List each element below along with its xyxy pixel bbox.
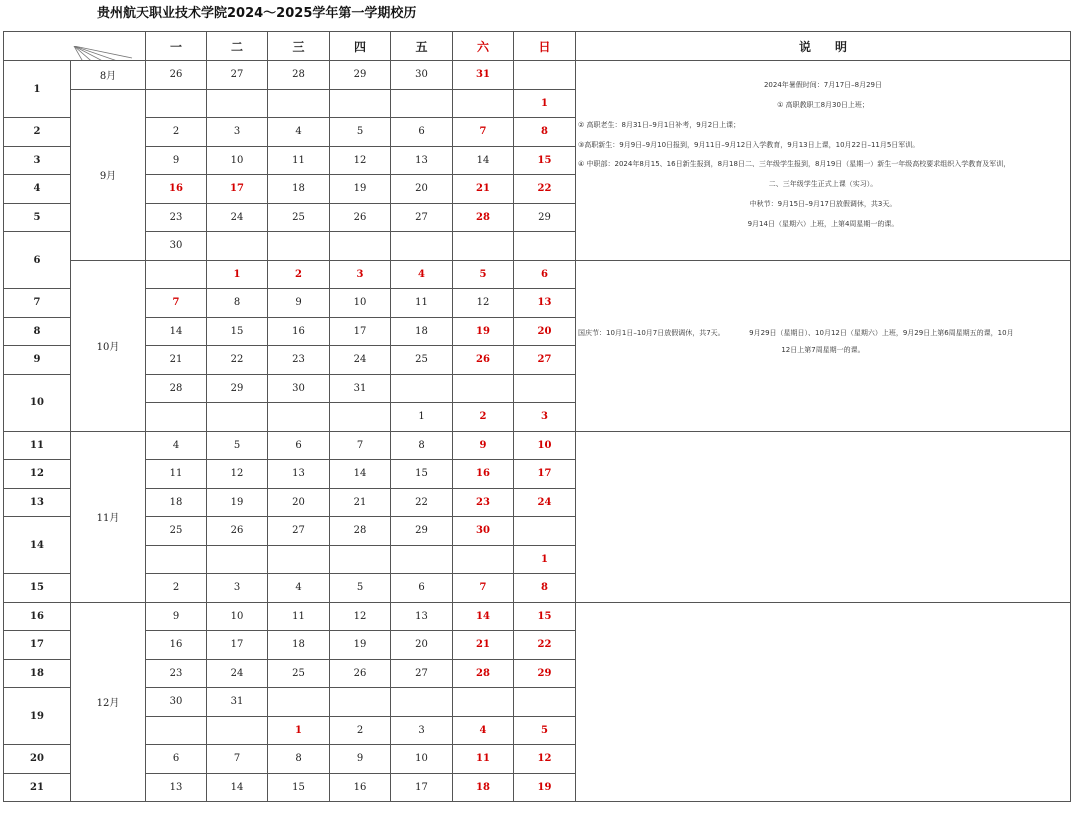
week-number: 10 (4, 374, 71, 431)
day-cell: 25 (146, 517, 207, 546)
day-cell: 20 (391, 175, 453, 204)
note-line: 9月14日（星期六）上班，上第4周星期一的课。 (747, 219, 899, 228)
day-cell: 6 (391, 574, 453, 603)
day-cell: 17 (207, 175, 268, 204)
day-cell (514, 374, 576, 403)
week-number: 1 (4, 61, 71, 118)
day-cell: 10 (330, 289, 391, 318)
day-cell (453, 374, 514, 403)
day-cell: 1 (514, 545, 576, 574)
day-cell: 25 (268, 659, 330, 688)
day-cell: 16 (268, 317, 330, 346)
day-cell: 24 (330, 346, 391, 375)
day-cell: 14 (330, 460, 391, 489)
day-cell: 10 (207, 146, 268, 175)
day-cell: 4 (453, 716, 514, 745)
day-cell: 19 (453, 317, 514, 346)
day-cell: 1 (391, 403, 453, 432)
day-cell: 18 (268, 175, 330, 204)
day-cell: 13 (514, 289, 576, 318)
day-cell (514, 688, 576, 717)
day-cell: 5 (453, 260, 514, 289)
day-cell: 9 (453, 431, 514, 460)
month-label: 10月 (71, 260, 146, 431)
week-number: 18 (4, 659, 71, 688)
note-line: 2024年暑假时间：7月17日–8月29日 (763, 81, 883, 90)
day-cell (207, 232, 268, 261)
day-cell: 9 (146, 602, 207, 631)
month-label: 11月 (71, 431, 146, 602)
day-cell: 12 (514, 745, 576, 774)
day-cell: 2 (330, 716, 391, 745)
day-cell: 27 (207, 61, 268, 90)
weekday-header: 六 (453, 32, 514, 61)
day-cell: 30 (453, 517, 514, 546)
day-cell (268, 545, 330, 574)
week-number: 19 (4, 688, 71, 745)
day-cell: 17 (207, 631, 268, 660)
school-calendar-table (3, 31, 1071, 802)
day-cell: 26 (207, 517, 268, 546)
day-cell: 23 (453, 488, 514, 517)
day-cell: 15 (514, 146, 576, 175)
day-cell: 10 (391, 745, 453, 774)
day-cell: 23 (268, 346, 330, 375)
day-cell: 18 (268, 631, 330, 660)
day-cell: 30 (391, 61, 453, 90)
page-title: 贵州航天职业技术学院2024～2025学年第一学期校历 (97, 6, 417, 21)
weekday-header: 五 (391, 32, 453, 61)
week-number: 9 (4, 346, 71, 375)
notes-cell-oct (576, 260, 1071, 431)
week-number: 20 (4, 745, 71, 774)
day-cell: 3 (207, 574, 268, 603)
day-cell: 24 (207, 659, 268, 688)
header-row (4, 32, 1071, 61)
weekday-header: 二 (207, 32, 268, 61)
day-cell: 29 (330, 61, 391, 90)
note-line: 国庆节：10月1日–10月7日放假调休，共7天。 9月29日（星期日）、10月12日（星期六）上班，9月29日上第6周星期五的课，10月 (578, 328, 1014, 337)
day-cell: 5 (330, 118, 391, 147)
day-cell: 29 (514, 659, 576, 688)
week-number: 13 (4, 488, 71, 517)
day-cell (268, 688, 330, 717)
day-cell: 3 (514, 403, 576, 432)
day-cell: 4 (268, 574, 330, 603)
week-number: 8 (4, 317, 71, 346)
note-line: 12日上第7周星期一的课。 (781, 345, 865, 354)
month-label: 9月 (71, 89, 146, 260)
day-cell: 25 (391, 346, 453, 375)
day-cell (207, 89, 268, 118)
day-cell: 29 (514, 203, 576, 232)
day-cell (453, 89, 514, 118)
day-cell (330, 545, 391, 574)
day-cell (146, 403, 207, 432)
day-cell: 16 (330, 773, 391, 802)
day-cell: 6 (391, 118, 453, 147)
day-cell: 30 (146, 232, 207, 261)
day-cell: 30 (268, 374, 330, 403)
month-label: 8月 (71, 61, 146, 90)
note-line: 二、三年级学生正式上课（实习）。 (768, 180, 878, 188)
day-cell: 18 (453, 773, 514, 802)
week-number: 11 (4, 431, 71, 460)
day-cell: 16 (146, 631, 207, 660)
day-cell: 5 (207, 431, 268, 460)
week-number: 12 (4, 460, 71, 489)
notes-cell-sept (576, 61, 1071, 261)
day-cell: 15 (268, 773, 330, 802)
day-cell: 20 (391, 631, 453, 660)
day-cell: 2 (453, 403, 514, 432)
day-cell: 8 (391, 431, 453, 460)
day-cell: 5 (514, 716, 576, 745)
day-cell: 6 (268, 431, 330, 460)
day-cell (453, 232, 514, 261)
day-cell: 26 (330, 203, 391, 232)
day-cell: 16 (453, 460, 514, 489)
notes-header: 说 明 (576, 32, 1071, 61)
day-cell: 21 (146, 346, 207, 375)
day-cell: 27 (268, 517, 330, 546)
notes-cell-nov (576, 431, 1071, 602)
day-cell (146, 89, 207, 118)
day-cell: 9 (146, 146, 207, 175)
day-cell: 13 (391, 146, 453, 175)
day-cell (146, 716, 207, 745)
day-cell: 1 (207, 260, 268, 289)
day-cell: 7 (453, 118, 514, 147)
note-line: ② 高职老生：8月31日–9月1日补考，9月2日上课； (578, 120, 741, 129)
week-row (4, 602, 1071, 631)
day-cell (514, 517, 576, 546)
day-cell: 12 (207, 460, 268, 489)
week-row (4, 61, 1071, 90)
day-cell: 27 (391, 203, 453, 232)
weekday-header: 四 (330, 32, 391, 61)
diagonal-header-cell (4, 32, 146, 61)
day-cell: 31 (453, 61, 514, 90)
day-cell (514, 61, 576, 90)
day-cell: 26 (453, 346, 514, 375)
day-cell: 19 (330, 631, 391, 660)
day-cell: 7 (330, 431, 391, 460)
day-cell (268, 232, 330, 261)
day-cell (514, 232, 576, 261)
day-cell: 11 (268, 602, 330, 631)
day-cell: 4 (268, 118, 330, 147)
day-cell: 4 (391, 260, 453, 289)
day-cell: 24 (514, 488, 576, 517)
day-cell: 31 (207, 688, 268, 717)
day-cell: 3 (207, 118, 268, 147)
day-cell: 29 (207, 374, 268, 403)
day-cell: 5 (330, 574, 391, 603)
day-cell: 14 (146, 317, 207, 346)
day-cell: 14 (207, 773, 268, 802)
week-number: 3 (4, 146, 71, 175)
day-cell (268, 89, 330, 118)
day-cell (453, 545, 514, 574)
day-cell: 13 (268, 460, 330, 489)
week-number: 5 (4, 203, 71, 232)
day-cell (146, 545, 207, 574)
day-cell: 15 (391, 460, 453, 489)
day-cell: 23 (146, 203, 207, 232)
week-number: 7 (4, 289, 71, 318)
week-number: 21 (4, 773, 71, 802)
day-cell: 21 (453, 175, 514, 204)
day-cell: 2 (146, 118, 207, 147)
day-cell (330, 232, 391, 261)
week-number: 6 (4, 232, 71, 289)
day-cell: 11 (268, 146, 330, 175)
day-cell: 3 (391, 716, 453, 745)
day-cell: 2 (146, 574, 207, 603)
day-cell (391, 545, 453, 574)
day-cell: 30 (146, 688, 207, 717)
day-cell: 17 (330, 317, 391, 346)
day-cell: 8 (514, 118, 576, 147)
day-cell: 28 (268, 61, 330, 90)
day-cell: 28 (330, 517, 391, 546)
day-cell: 28 (453, 659, 514, 688)
day-cell: 20 (268, 488, 330, 517)
day-cell: 21 (453, 631, 514, 660)
day-cell (391, 89, 453, 118)
week-number: 16 (4, 602, 71, 631)
day-cell (268, 403, 330, 432)
week-number: 17 (4, 631, 71, 660)
day-cell: 26 (330, 659, 391, 688)
note-line: ① 高职教职工8月30日上班； (777, 101, 869, 109)
day-cell: 21 (330, 488, 391, 517)
day-cell: 12 (330, 146, 391, 175)
day-cell: 17 (514, 460, 576, 489)
day-cell: 20 (514, 317, 576, 346)
day-cell (330, 403, 391, 432)
day-cell (330, 89, 391, 118)
day-cell: 11 (453, 745, 514, 774)
day-cell: 23 (146, 659, 207, 688)
day-cell (330, 688, 391, 717)
day-cell (146, 260, 207, 289)
day-cell: 10 (514, 431, 576, 460)
day-cell: 22 (514, 631, 576, 660)
week-number: 14 (4, 517, 71, 574)
day-cell (391, 374, 453, 403)
day-cell: 12 (453, 289, 514, 318)
week-row (4, 431, 1071, 460)
week-number: 2 (4, 118, 71, 147)
week-number: 15 (4, 574, 71, 603)
week-number: 4 (4, 175, 71, 204)
day-cell: 15 (207, 317, 268, 346)
day-cell (391, 688, 453, 717)
day-cell: 12 (330, 602, 391, 631)
day-cell: 2 (268, 260, 330, 289)
day-cell: 22 (391, 488, 453, 517)
day-cell: 17 (391, 773, 453, 802)
day-cell: 3 (330, 260, 391, 289)
note-line: ④ 中职部：2024年8月15、16日新生报到，8月18日二、三年级学生报到，8月19日（星期一）新生一年级高校要求组织入学教育及军训， (578, 160, 1011, 169)
day-cell: 9 (330, 745, 391, 774)
day-cell: 14 (453, 602, 514, 631)
day-cell: 27 (514, 346, 576, 375)
day-cell: 13 (391, 602, 453, 631)
notes-cell-dec (576, 602, 1071, 802)
day-cell (207, 716, 268, 745)
day-cell (207, 545, 268, 574)
day-cell: 6 (514, 260, 576, 289)
day-cell: 1 (514, 89, 576, 118)
day-cell: 18 (391, 317, 453, 346)
day-cell: 27 (391, 659, 453, 688)
day-cell: 25 (268, 203, 330, 232)
day-cell: 4 (146, 431, 207, 460)
day-cell: 7 (146, 289, 207, 318)
day-cell: 31 (330, 374, 391, 403)
note-line: ③高职新生：9月9日–9月10日报到，9月11日–9月12日入学教育，9月13日上课，10月22日–11月5日军训。 (578, 140, 920, 149)
day-cell: 19 (514, 773, 576, 802)
note-line: 中秋节：9月15日–9月17日放假调休，共3天。 (749, 199, 897, 208)
day-cell: 19 (207, 488, 268, 517)
week-row (4, 260, 1071, 289)
day-cell: 8 (207, 289, 268, 318)
weekday-header: 日 (514, 32, 576, 61)
day-cell: 7 (453, 574, 514, 603)
day-cell: 1 (268, 716, 330, 745)
day-cell: 7 (207, 745, 268, 774)
day-cell: 18 (146, 488, 207, 517)
day-cell: 22 (514, 175, 576, 204)
day-cell: 28 (453, 203, 514, 232)
day-cell: 24 (207, 203, 268, 232)
day-cell: 15 (514, 602, 576, 631)
day-cell: 29 (391, 517, 453, 546)
day-cell: 26 (146, 61, 207, 90)
day-cell: 22 (207, 346, 268, 375)
day-cell: 13 (146, 773, 207, 802)
day-cell: 14 (453, 146, 514, 175)
day-cell: 11 (391, 289, 453, 318)
day-cell: 6 (146, 745, 207, 774)
day-cell: 11 (146, 460, 207, 489)
day-cell (391, 232, 453, 261)
day-cell: 19 (330, 175, 391, 204)
weekday-header: 三 (268, 32, 330, 61)
day-cell: 28 (146, 374, 207, 403)
day-cell: 16 (146, 175, 207, 204)
day-cell: 8 (268, 745, 330, 774)
day-cell: 8 (514, 574, 576, 603)
month-label: 12月 (71, 602, 146, 802)
weekday-header: 一 (146, 32, 207, 61)
day-cell (453, 688, 514, 717)
day-cell (207, 403, 268, 432)
day-cell: 9 (268, 289, 330, 318)
day-cell: 10 (207, 602, 268, 631)
